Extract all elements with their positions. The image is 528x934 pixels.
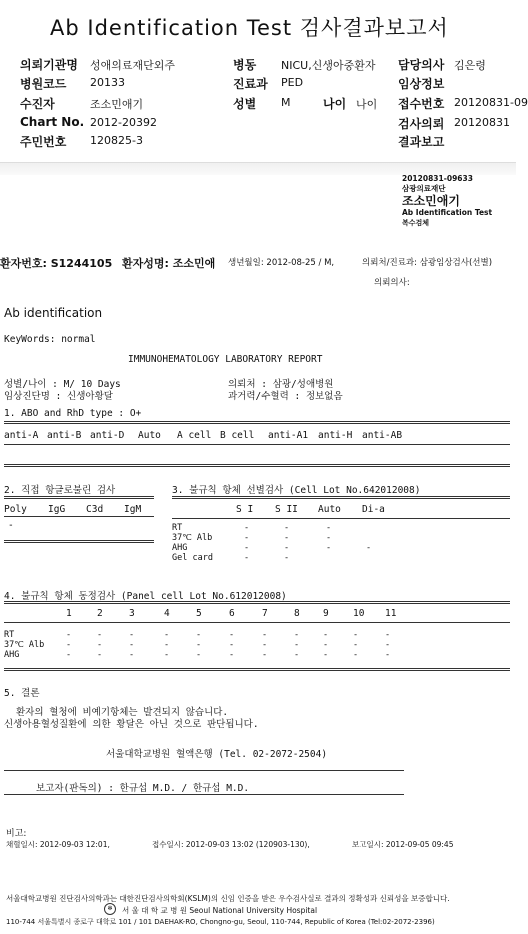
patient-birth: 생년월일: 2012-08-25 / M, [228,258,335,268]
screen-cell: - [284,533,290,543]
screen-cell: - [244,543,250,553]
ward-label: 병동 [233,58,257,72]
panel-cell: - [229,640,235,650]
accreditation-note: 서울대학교병원 진단검사의학과는 대한진단검사의학회(KSLM)의 신임 인증을 받은 우수검사실로 결과의 정확성과 신뢰성을 보증합니다. [6,894,450,903]
panel-col-header: 9 [323,608,329,619]
dept-value: PED [281,76,304,89]
abo-col-anti-h: anti-H [318,430,353,441]
abo-col-b-cell: B cell [220,430,255,441]
panel-cell: - [97,640,103,650]
conclusion-line-1: 환자의 혈청에 비예기항체는 발견되지 않습니다. [16,707,229,718]
panel-cell: - [294,640,300,650]
screen-top-rule [172,496,510,499]
panel-cell: - [196,640,202,650]
age-label: 나이 [323,97,347,111]
panel-col-header: 3 [129,608,135,619]
panel-cell: - [353,640,359,650]
conclusion-title: 5. 결론 [4,688,40,699]
dept-label: 진료과 [233,77,268,91]
dat-mid-rule [4,516,154,517]
org-value: 성애의료재단외주 [90,59,176,72]
panel-cell: - [164,630,170,640]
dat-col-igg: IgG [48,504,66,515]
request-label: 검사의뢰 [398,117,445,131]
sex-age: 성별/나이 : M/ 10 Days [4,379,121,390]
id-value: 120825-3 [90,134,143,147]
abo-col-anti-d: anti-D [90,430,125,441]
lab-report-title: IMMUNOHEMATOLOGY LABORATORY REPORT [128,354,323,365]
panel-cell: - [164,650,170,660]
panel-cell: - [323,630,329,640]
panel-cell: - [196,650,202,660]
stamp-org: 삼광의료재단 [402,184,446,193]
panel-cell: - [385,630,391,640]
panel-cell: - [385,650,391,660]
patient-value: 조소민애기 [90,98,144,111]
blood-bank-contact: 서울대학교병원 혈액은행 (Tel. 02-2072-2504) [106,749,328,760]
panel-bottom-rule [4,668,510,671]
result-label: 결과보고 [398,135,445,149]
ward-value: NICU,신생아중환자 [281,59,376,72]
hospital-name: 서 울 대 학 교 병 원 Seoul National University Hospital [122,906,318,915]
abo-col-auto: Auto [138,430,161,441]
panel-cell: - [66,630,72,640]
age-value: 나이 [356,98,378,111]
patient-doctor: 의뢰의사: [374,278,410,288]
abo-mid-rule [4,444,510,445]
screen-col-s1: S I [236,504,254,515]
screen-cell: - [284,553,290,563]
panel-cell: - [294,650,300,660]
screen-cell: - [326,533,332,543]
panel-col-header: 6 [229,608,235,619]
panel-cell: - [353,630,359,640]
panel-col-header: 2 [97,608,103,619]
screen-cell: - [244,533,250,543]
hospital-code-label: 병원코드 [20,77,67,91]
dat-bottom-rule [4,540,154,543]
panel-cell: - [262,640,268,650]
panel-cell: - [97,630,103,640]
panel-cell: - [353,650,359,660]
keywords: KeyWords: normal [4,334,96,345]
receipt-value: 20120831-09 [454,96,528,109]
panel-cell: - [262,650,268,660]
sex-value: M [281,96,291,109]
stamp-patient: 조소민애기 [402,194,460,208]
requester: 의뢰처 : 삼광/성애병원 [228,379,334,390]
panel-cell: - [262,630,268,640]
screen-col-s2: S II [275,504,298,515]
screen-cell: - [284,543,290,553]
screen-row-label: Gel card [172,553,213,563]
panel-cell: - [129,650,135,660]
panel-cell: - [323,640,329,650]
chart-label: Chart No. [20,115,85,129]
section-title: Ab identification [4,306,103,320]
collected-time: 채혈일시: 2012-09-03 12:01, [6,840,110,849]
panel-row-label: 37℃ Alb [4,640,45,650]
screen-cell: - [244,523,250,533]
panel-cell: - [385,640,391,650]
request-value: 20120831 [454,116,510,129]
screen-cell: - [326,543,332,553]
screen-row-label: AHG [172,543,188,553]
panel-col-header: 8 [294,608,300,619]
panel-cell: - [294,630,300,640]
panel-row-label: AHG [4,650,20,660]
id-label: 주민번호 [20,135,67,149]
panel-cell: - [196,630,202,640]
panel-title: 4. 불규칙 항체 동정검사 (Panel cell Lot No.612012008) [4,591,287,602]
panel-col-header: 11 [385,608,397,619]
patient-label: 수진자 [20,97,55,111]
patient-reg-no: 환자번호: S1244105 [0,257,113,270]
screen-title: 3. 불규칙 항체 선별검사 (Cell Lot No.642012008) [172,485,421,496]
screen-col-auto: Auto [318,504,341,515]
hospital-address: 110-744 서울특별시 종로구 대학로 101 / 101 DAEHAK-RO, Chongno-gu, Seoul, 110-744, Republic of Korea (Tel:02-2072-2396) [6,918,435,926]
dat-col-igm: IgM [124,504,142,515]
screen-cell: - [366,543,372,553]
screen-col-dia: Di-a [362,504,385,515]
screen-mid-rule [172,518,510,519]
reported-time: 보고일시: 2012-09-05 09:45 [352,840,454,849]
panel-cell: - [66,640,72,650]
dat-col-poly: Poly [4,504,27,515]
panel-col-header: 5 [196,608,202,619]
screen-row-label: RT [172,523,183,533]
panel-col-header: 1 [66,608,72,619]
org-label: 의뢰기관명 [20,58,78,72]
panel-cell: - [97,650,103,660]
patient-org: 의뢰처/진료과: 삼광임상검사(선별) [362,258,493,268]
history: 과거력/수혈력 : 정보없음 [228,391,343,402]
dat-col-c3d: C3d [86,504,104,515]
dat-top-rule [4,496,154,499]
panel-cell: - [66,650,72,660]
stamp-receipt-no: 20120831-09633 [402,174,473,183]
panel-cell: - [229,630,235,640]
received-time: 접수일시: 2012-09-03 13:02 (120903-130), [152,840,310,849]
panel-top-rule [4,601,510,604]
sex-label: 성별 [233,97,257,111]
screen-cell: - [284,523,290,533]
remark-label: 비고: [6,829,27,839]
screen-cell: - [244,553,250,563]
hospital-logo-icon: ✻ [104,903,116,915]
abo-col-anti-b: anti-B [47,430,82,441]
abo-col-anti-ab: anti-AB [362,430,403,441]
panel-col-header: 10 [353,608,365,619]
panel-row-label: RT [4,630,15,640]
abo-col-anti-a: anti-A [4,430,39,441]
abo-col-a-cell: A cell [177,430,212,441]
doctor-label: 담당의사 [398,58,445,72]
stamp-specimen: 복수검체 [402,219,430,227]
dat-title: 2. 직접 항글로불린 검사 [4,485,116,496]
panel-cell: - [164,640,170,650]
panel-col-header: 7 [262,608,268,619]
stamp-test: Ab Identification Test [402,208,493,217]
panel-col-header: 4 [164,608,170,619]
reporter: 보고자(판독의) : 한규섭 M.D. / 한규섭 M.D. [36,783,250,794]
screen-row-label: 37℃ Alb [172,533,213,543]
specimen-label [400,172,516,232]
report-title: Ab Identification Test 검사결과보고서 [50,16,449,40]
abo-top-rule [4,421,510,424]
conclusion-line-2: 신생아용혈성질환에 의한 황달은 아닌 것으로 판단됩니다. [4,719,259,730]
screen-cell: - [326,523,332,533]
abo-title: 1. ABO and RhD type : O+ [4,408,142,419]
panel-cell: - [229,650,235,660]
reporter-top-rule [4,770,404,771]
hospital-code-value: 20133 [90,76,125,89]
doctor-value: 김은령 [454,59,486,72]
report-header [0,0,528,162]
diagnosis: 임상진단명 : 신생아황달 [4,391,113,402]
chart-value: 2012-20392 [90,116,157,129]
receipt-label: 접수번호 [398,97,445,111]
patient-name: 환자성명: 조소민애 [122,257,216,270]
panel-mid-rule [4,622,510,623]
abo-col-anti-a1: anti-A1 [268,430,309,441]
dat-value-poly: - [8,520,14,531]
reporter-bottom-rule [4,794,404,795]
abo-bottom-rule [4,464,510,467]
clinical-label: 임상정보 [398,77,445,91]
panel-cell: - [323,650,329,660]
panel-cell: - [129,640,135,650]
panel-cell: - [129,630,135,640]
